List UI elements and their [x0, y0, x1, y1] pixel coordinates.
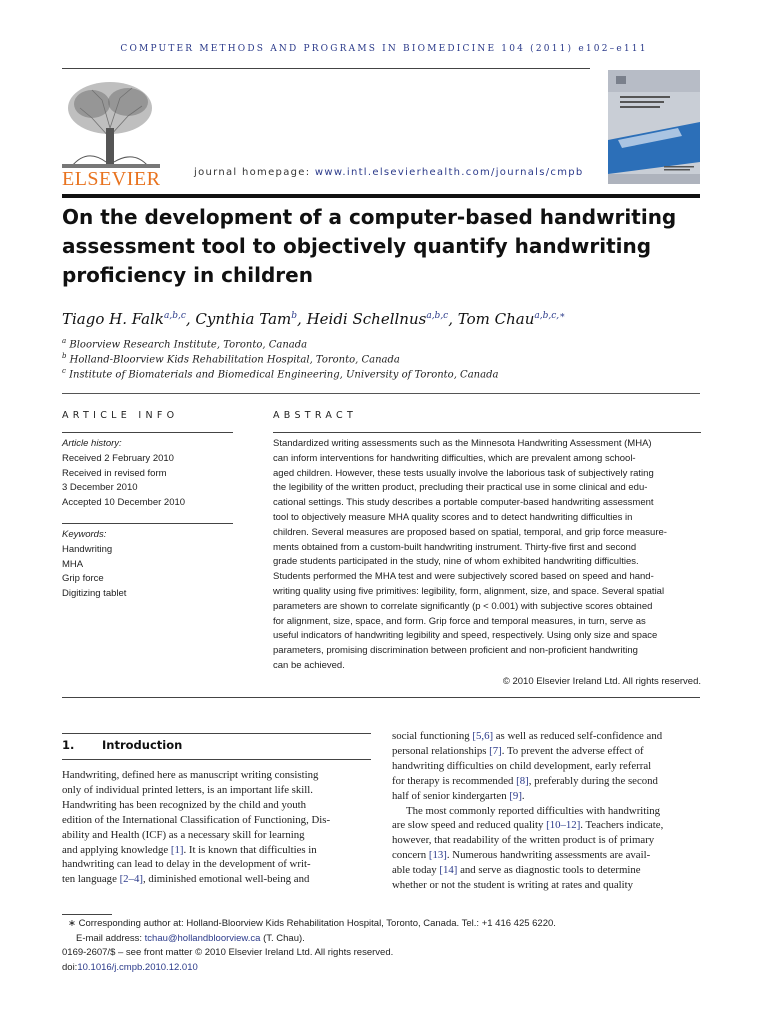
affiliation-mark: a: [62, 337, 67, 345]
abstract-line: grade students participated in the study, nine of whom exhibited handwriting difficulties.: [273, 556, 639, 568]
body-line: personal relationships [7]. To prevent the adverse effect of: [392, 744, 644, 757]
section-rule: [62, 393, 700, 394]
body-line: ability and Health (ICF) as a necessary skill for learning: [62, 828, 305, 841]
article-history: [62, 437, 233, 511]
keyword: MHA: [62, 558, 84, 570]
email-line: [62, 932, 702, 947]
abstract-heading: ABSTRACT: [273, 410, 358, 421]
section-heading: [62, 738, 182, 752]
abstract-line: the legibility of the written product, precluding their practical use in some clinical and edu-: [273, 482, 648, 494]
abstract-line: Students performed the MHA test and were subjectively scored based on speed and hand-: [273, 571, 654, 583]
section-number: 1.: [62, 738, 75, 752]
intro-rule-top: [62, 733, 371, 734]
affiliation: [62, 367, 702, 380]
keywords-label: Keywords:: [62, 529, 107, 540]
journal-cover-image: [608, 70, 700, 184]
keywords-block: [62, 528, 233, 602]
homepage-link[interactable]: www.intl.elsevierhealth.com/journals/cmpb: [314, 167, 584, 178]
author-separator: ,: [448, 310, 458, 328]
author-affiliation-marks: a,b,c: [163, 311, 186, 321]
author[interactable]: Tiago H. Falk: [62, 310, 164, 328]
body-line: are slow speed and reduced quality [10–12]. Teachers indicate,: [392, 819, 664, 832]
body-line: The most commonly reported difficulties with handwriting: [406, 804, 661, 817]
author-list: [62, 310, 702, 328]
citation-link[interactable]: [5,6]: [472, 730, 494, 742]
body-line: ten language [2–4], diminished emotional well-being and: [62, 873, 310, 886]
abstract-line: parameters, promising discrimination between proficient and non-proficient handwriting: [273, 645, 638, 657]
citation-link[interactable]: [10–12]: [546, 819, 581, 832]
abstract-line: useful indicators of handwriting legibility and speed, respectively. Using only size and space: [273, 630, 658, 642]
body-line: concern [13]. Numerous handwriting assessments are avail-: [392, 849, 651, 862]
body-line: for therapy is recommended [8], preferably during the second: [392, 774, 658, 787]
affiliation-text: Bloorview Research Institute, Toronto, Canada: [69, 339, 308, 351]
history-entry: Received 2 February 2010: [62, 452, 174, 464]
citation-link[interactable]: [8]: [516, 774, 529, 787]
abstract-line: writing quality using five primitives: legibility, form, alignment, size, and space. Several spatial: [273, 585, 665, 597]
issn-line: 0169-2607/$ – see front matter © 2010 Elsevier Ireland Ltd. All rights reserved.: [62, 947, 394, 958]
journal-citation-line: COMPUTER METHODS AND PROGRAMS IN BIOMEDICINE 104 (2011) e102–e111: [120, 44, 648, 54]
keyword: Grip force: [62, 573, 104, 585]
abstract-line: children. Several measures are proposed based on spatial, temporal, and grip force measure-: [273, 526, 667, 538]
publisher-name: ELSEVIER: [62, 168, 161, 190]
keyword: Digitizing tablet: [62, 588, 127, 600]
abstract-line: can inform interventions for handwriting difficulties, which are prevalent among school-: [273, 452, 636, 464]
abstract-line: ments obtained from a custom-built handwriting instrument. Thirty-five first and second: [273, 541, 637, 553]
homepage-label: journal homepage:: [194, 167, 315, 178]
intro-left-column: [62, 768, 371, 887]
keyword: Handwriting: [62, 543, 113, 555]
citation-link[interactable]: [9]: [509, 789, 522, 802]
abstract-copyright: © 2010 Elsevier Ireland Ltd. All rights reserved.: [502, 676, 701, 687]
intro-right-column: [392, 729, 701, 893]
author[interactable]: Cynthia Tam: [195, 310, 292, 328]
body-line: half of senior kindergarten [9].: [392, 789, 525, 802]
footnotes: [62, 917, 702, 975]
body-line: Handwriting, defined here as manuscript writing consisting: [62, 769, 319, 781]
affiliation-mark: b: [62, 352, 67, 360]
doi-link[interactable]: 10.1016/j.cmpb.2010.12.010: [77, 961, 198, 973]
journal-homepage: [194, 167, 584, 178]
article-title: On the development of a computer-based handwriting assessment tool to objectively quantify handwriting proficiency in children: [62, 205, 677, 287]
history-entry: 3 December 2010: [62, 482, 138, 494]
abstract-text: [273, 437, 701, 674]
affiliation-mark: c: [62, 367, 66, 375]
body-line: and applying knowledge [1]. It is known that difficulties in: [62, 843, 317, 856]
corresponding-author-note: ∗ Corresponding author at: Holland-Bloorview Kids Rehabilitation Hospital, Toronto, Canada. Tel.: +1 416 425 6220.: [68, 918, 556, 929]
author-separator: ,: [185, 310, 196, 328]
keywords-rule: [62, 523, 233, 524]
abstract-line: Standardized writing assessments such as the Minnesota Handwriting Assessment (MHA): [273, 438, 652, 449]
doi-label: doi:: [62, 961, 78, 973]
footnote-rule: [62, 914, 112, 915]
affiliation: [62, 337, 702, 350]
affiliation-text: Institute of Biomaterials and Biomedical Engineering, University of Toronto, Canada: [69, 369, 499, 381]
abstract-line: cational settings. This study describes a portable computer-based handwriting assessment: [273, 497, 654, 509]
history-label: Article history:: [62, 438, 122, 449]
citation-link[interactable]: [7]: [489, 744, 502, 757]
abstract-rule: [273, 432, 701, 433]
intro-rule-bottom: [62, 759, 371, 760]
body-line: social functioning [5,6] as well as reduced self-confidence and: [392, 730, 663, 742]
body-line: only of individual printed letters, is an important life skill.: [62, 783, 313, 796]
article-info-rule: [62, 432, 233, 433]
body-line: handwriting difficulties on child development, early referral: [392, 759, 652, 772]
article-info-heading: ARTICLE INFO: [62, 410, 179, 421]
body-line: handwriting can lead to delay in the development of writ-: [62, 858, 311, 871]
abstract-line: tool to objectively measure MHA quality scores and to detect handwriting difficulties in: [273, 511, 633, 523]
author-affiliation-marks: a,b,c,∗: [534, 311, 566, 321]
abstract-line: parameters are shown to correlate significantly (p < 0.001) with subjective scores obtained: [273, 600, 653, 612]
body-line: however, that readability of the written product is of primary: [392, 834, 655, 847]
author[interactable]: Tom Chau: [457, 310, 535, 328]
abstract-line: for alignment, size, space, and form. Grip force and temporal measures, in turn, serve as: [273, 615, 646, 627]
body-line: Handwriting has been recognized by the child and youth: [62, 798, 307, 811]
doi-line: [62, 961, 702, 976]
title-rule: [62, 194, 700, 198]
body-line: able today [14] and serve as diagnostic tools to determine: [392, 864, 641, 877]
citation-link[interactable]: [2–4]: [119, 873, 143, 886]
abstract-line: can be achieved.: [273, 659, 345, 671]
section-title: Introduction: [102, 738, 183, 752]
history-entry: Accepted 10 December 2010: [62, 497, 186, 509]
email-link[interactable]: tchau@hollandbloorview.ca: [144, 932, 261, 944]
author-affiliation-marks: b: [291, 311, 298, 321]
citation-link[interactable]: [14]: [439, 864, 458, 877]
body-line: whether or not the student is writing at rates and quality: [392, 879, 634, 892]
author-affiliation-marks: a,b,c: [426, 311, 449, 321]
email-suffix: (T. Chau).: [260, 932, 305, 944]
affiliation-text: Holland-Bloorview Kids Rehabilitation Hospital, Toronto, Canada: [69, 354, 400, 366]
citation-link[interactable]: [1]: [170, 843, 184, 856]
author[interactable]: Heidi Schellnus: [306, 310, 427, 328]
body-line: edition of the International Classification of Functioning, Dis-: [62, 813, 331, 826]
email-label: E-mail address:: [76, 932, 145, 944]
abstract-line: aged children. However, these tests usually involve the laborious task of subjectively rating: [273, 467, 654, 479]
author-separator: ,: [297, 310, 307, 328]
header-rule: [62, 68, 590, 69]
affiliation: [62, 352, 702, 365]
abstract-end-rule: [62, 697, 700, 698]
citation-link[interactable]: [13]: [428, 849, 447, 862]
history-entry: Received in revised form: [62, 467, 167, 479]
